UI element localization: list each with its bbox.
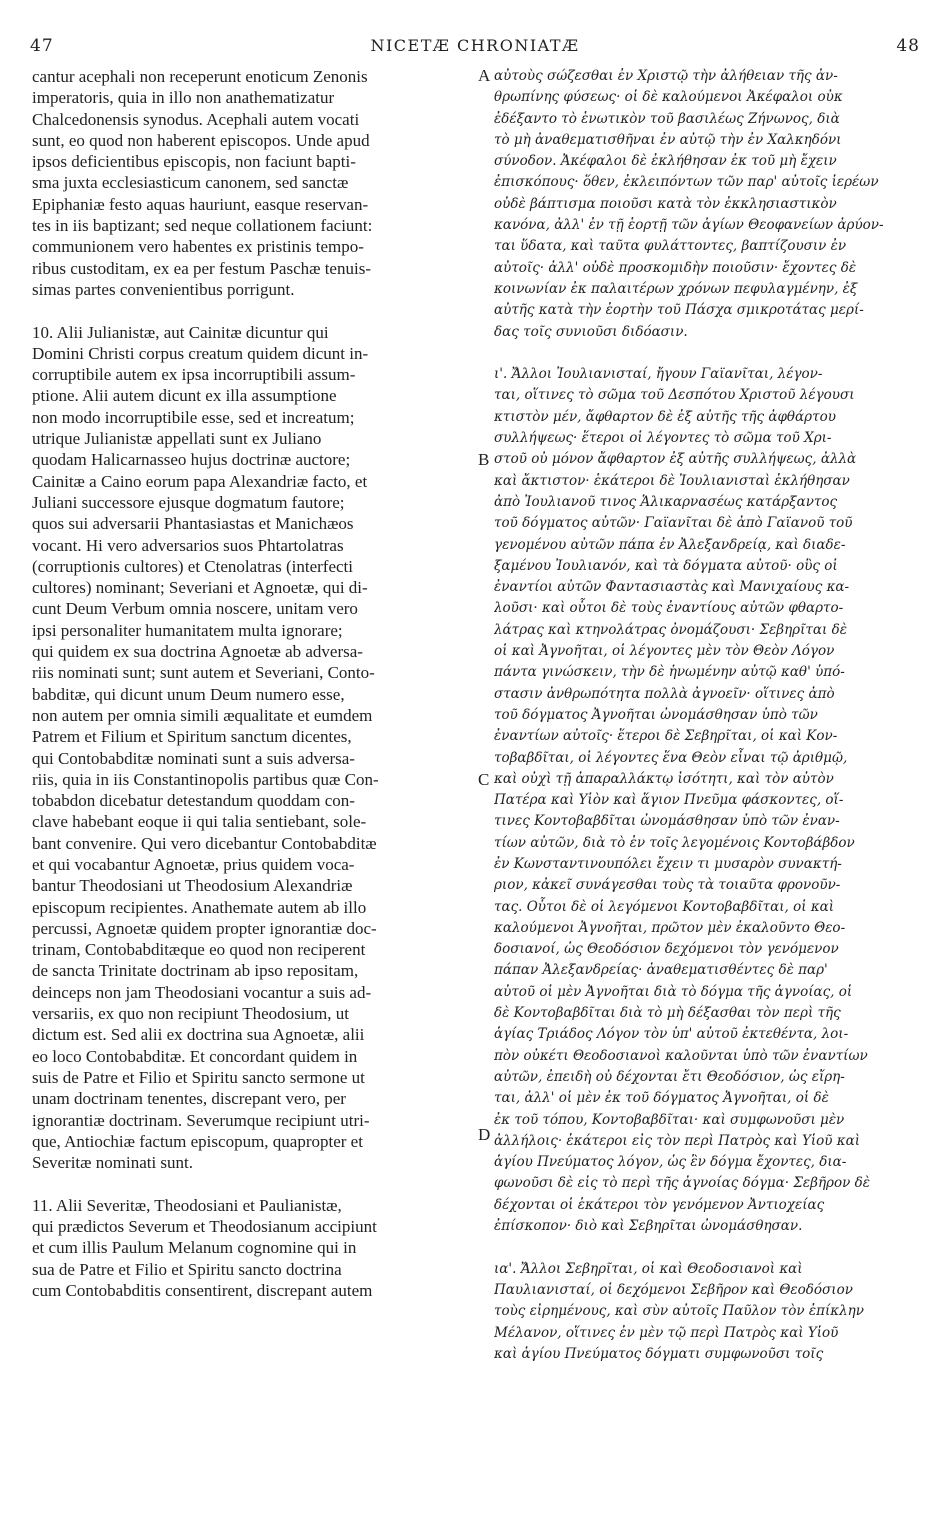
greek-text-line: ται, οἵτινες τὸ σῶμα τοῦ Δεσπότου Χριστοῦ λέγουσι [494, 387, 855, 404]
latin-paragraph [32, 66, 474, 300]
greek-text-line: δοσιανοί, ὡς Θεοδόσιον δεχόμενοι τὸν γενόμενον [494, 941, 839, 958]
greek-text-line: δὲ Κοντοβαβδῖται διὰ τὸ μὴ δέξασθαι τὸν περὶ τῆς [494, 1005, 841, 1022]
margin-marker-b: B [478, 450, 490, 469]
greek-text-line: καλούμενοι Ἀγνοῆται, πρῶτον μὲν ἐκαλοῦντο Θεο- [494, 919, 846, 936]
greek-text-line: σύνοδον. Ἀκέφαλοι δὲ ἐκλήθησαν ἐκ τοῦ μὴ ἔχειν [494, 153, 837, 170]
greek-text-line: πάπαν Ἀλεξανδρείας· ἀναθεματισθέντες δὲ παρ' [494, 962, 828, 979]
latin-text-line: bant convenire. Qui vero dicebantur Contobabditæ [32, 833, 377, 853]
latin-text-line: Domini Christi corpus creatum quidem dicunt in- [32, 343, 369, 363]
latin-text-line: Juliani successore ejusque dogmatum fautore; [32, 492, 345, 512]
margin-marker-a: A [478, 66, 491, 85]
greek-paragraph [494, 1259, 922, 1365]
latin-paragraph [32, 322, 474, 1174]
latin-text-line: qui quidem ex sua doctrina Agnoetæ ab adversa- [32, 642, 363, 662]
latin-text-line: Epiphaniæ festo aquas hauriunt, easque reservan- [32, 194, 369, 214]
latin-text-line: utrique Julianistæ appellati sunt ex Juliano [32, 429, 322, 449]
greek-text-line: δέχονται οἱ ἑκάτεροι τὸν γενόμενον Ἀντιοχείας [494, 1196, 825, 1213]
greek-text-line: ἐναντίοι αὐτῶν Φαντασιαστὰς καὶ Μανιχαίους κα- [494, 579, 850, 596]
latin-text-line: non modo incorruptibile esse, sed et increatum; [32, 407, 355, 427]
greek-text-line: αὐτοῦ οἱ μὲν Ἀγνοῆται διὰ τὸ δόγμα τῆς ἀγνοίας, οἱ [494, 983, 853, 1000]
latin-text-line: babditæ, qui dicunt unum Deum numero esse, [32, 684, 345, 704]
latin-text-line: corruptibile autem ex ipsa incorruptibili assum- [32, 365, 356, 385]
latin-text-line: riis nominati sunt; sunt autem et Severiani, Conto- [32, 663, 375, 683]
greek-text-line: κτιστὸν μέν, ἄφθαρτον δὲ ἐξ αὐτῆς τῆς ἀφθάρτου [494, 408, 836, 425]
latin-text-line: tes in iis baptizant; sed neque collationem faciunt: [32, 216, 373, 236]
greek-text-line: ἁγίου Πνεύματος λόγον, ὡς ἓν δόγμα ἔχοντες, δια- [494, 1154, 847, 1171]
latin-text-line: trinam, Contobabditæque eo quod non reciperent [32, 940, 366, 960]
greek-text-line: οἱ καὶ Ἀγνοῆται, οἱ λέγοντες μὲν τὸν Θεὸν Λόγον [494, 643, 835, 660]
latin-text-line: bantur Theodosiani ut Theodosium Alexandriæ [32, 876, 353, 896]
greek-paragraph [494, 66, 922, 343]
latin-text-line: versariis, ex quo non recipiunt Theodosium, ut [32, 1004, 349, 1024]
latin-text-line: cum Contobabditis consentirent, discrepant autem [32, 1280, 373, 1300]
latin-text-line: cultores) nominant; Severiani et Agnoetæ, qui di- [32, 578, 368, 598]
greek-text-line: τινες Κοντοβαβδῖται ὠνομάσθησαν ὑπὸ τῶν ἐναν- [494, 813, 840, 830]
paragraph-gap [494, 1237, 922, 1258]
latin-text-line: de sancta Trinitate doctrinam ab ipso repositam, [32, 961, 359, 981]
greek-text-line: καὶ οὐχὶ τῇ ἀπαραλλάκτῳ ἰσότητι, καὶ τὸν αὐτὸν [494, 770, 834, 787]
paragraph-gap [32, 1173, 474, 1194]
latin-text-line: Cainitæ a Caino eorum papa Alexandriæ facto, et [32, 471, 368, 491]
greek-text-line: ι'. Ἄλλοι Ἰουλιανισταί, ἤγουν Γαϊανῖται, λέγον- [494, 366, 823, 383]
margin-marker-d: D [478, 1125, 491, 1144]
latin-text-line: suis de Patre et Filio et Spiritu sancto sermone ut [32, 1067, 365, 1087]
latin-text-line: qui Contobabditæ nominati sunt a suis adversa- [32, 748, 355, 768]
paragraph-gap [494, 343, 922, 364]
running-title: NICETÆ CHRONIATÆ [370, 36, 580, 55]
greek-text-line: λάτρας καὶ κτηνολάτρας ὀνομάζουσι· Σεβηρῖται δὲ [494, 621, 847, 638]
latin-text-line: sunt, eo quod non haberent episcopos. Unde apud [32, 130, 370, 150]
latin-text-line: ptione. Alii autem dicunt ex illa assumptione [32, 386, 337, 406]
latin-text-line: riis, quia in iis Constantinopolis partibus quæ Con- [32, 769, 379, 789]
page-header [30, 36, 920, 60]
latin-text-line: ipsi personaliter humanitatem multa ignorare; [32, 620, 343, 640]
latin-text-line: tobabdon dicebatur detestandum quoddam con- [32, 791, 355, 811]
latin-text-line: eo loco Contobabditæ. Et concordant quidem in [32, 1046, 358, 1066]
latin-text-line: non autem per omnia simili æqualitate et eumdem [32, 705, 373, 725]
greek-text-line: ται ὕδατα, καὶ ταῦτα φυλάττοντες, βαπτίζουσιν ἐν [494, 238, 847, 255]
latin-text-line: ipsos deficientibus episcopis, non faciunt bapti- [32, 152, 356, 172]
greek-text-line: Πατέρα καὶ Υἱὸν καὶ ἅγιον Πνεῦμα φάσκοντες, οἵ- [494, 792, 844, 809]
greek-column [494, 66, 922, 1365]
greek-text-line: τοβαβδῖται, οἱ λέγοντες ἕνα Θεὸν εἶναι τῷ ἀριθμῷ, [494, 749, 848, 766]
greek-text-line: πὸν οὐκέτι Θεοδοσιανοὶ καλοῦνται ὑπὸ τῶν ἐναντίων [494, 1047, 868, 1064]
greek-text-line: τοῦ δόγματος Ἀγνοῆται ὠνομάσθησαν ὑπὸ τῶν [494, 706, 818, 723]
latin-text-line: vocant. Hi vero adversarios suos Phtartolatras [32, 535, 344, 555]
latin-text-line: dictum est. Sed alii ex doctrina sua Agnoetæ, alii [32, 1025, 365, 1045]
greek-text-line: αὐτοὺς σώζεσθαι ἐν Χριστῷ τὴν ἀλήθειαν τῆς ἀν- [494, 68, 838, 84]
greek-text-line: ἐναντίων αὐτοῖς· ἕτεροι δὲ Σεβηρῖται, οἱ καὶ Κον- [494, 728, 838, 745]
greek-text-line: οὐδὲ βάπτισμα ποιοῦσι κατὰ τὸν ἐκκλησιαστικὸν [494, 195, 837, 212]
greek-text-line: ριον, κἀκεῖ συνάγεσθαι τοὺς τὰ τοιαῦτα φρονοῦν- [494, 877, 841, 894]
latin-text-line: Chalcedonensis synodus. Acephali autem vocati [32, 109, 360, 129]
latin-text-line: percussi, Agnoetæ quidem propter ignorantiæ doc- [32, 918, 377, 938]
latin-text-line: ribus custoditam, ex ea per festum Paschæ tenuis- [32, 258, 371, 278]
margin-marker-c: C [478, 770, 490, 789]
greek-text-line: αὐτῆς κατὰ τὴν ἑορτὴν τοῦ Πάσχα σμικροτάτας μερί- [494, 302, 864, 319]
greek-text-line: τας. Οὗτοι δὲ οἱ λεγόμενοι Κοντοβαβδῖται, οἱ καὶ [494, 898, 835, 915]
latin-text-line: et cum illis Paulum Melanum cognomine qui in [32, 1238, 357, 1258]
greek-text-line: καὶ ἄκτιστον· ἑκάτεροι δὲ Ἰουλιανισταὶ ἐκλήθησαν [494, 472, 850, 489]
latin-text-line: quodam Halicarnasseo hujus doctrinæ auctore; [32, 450, 351, 470]
latin-text-line: episcopum recipientes. Anathemate autem ab illo [32, 897, 367, 917]
latin-text-line: clave habebant eoque ii qui talia sentiebant, sole- [32, 812, 367, 832]
latin-text-line: cunt Deum Verbum omnia noscere, unitam vero [32, 599, 358, 619]
latin-text-line: deinceps non jam Theodosiani vocantur a suis ad- [32, 982, 372, 1002]
latin-text-line: simas partes convenientibus porrigunt. [32, 279, 295, 299]
latin-text-line: unam doctrinam tenentes, discrepant vero, per [32, 1089, 346, 1109]
greek-text-line: καὶ ἁγίου Πνεύματος δόγματι συμφωνοῦσι τοῖς [494, 1345, 824, 1362]
greek-text-line: ἐκ τοῦ τόπου, Κοντοβαβδῖται· καὶ συμφωνοῦσι μὲν [494, 1111, 845, 1128]
greek-text-line: τὸ μὴ ἀναθεματισθῆναι ἐν αὐτῷ τὴν ἐν Χαλκηδόνι [494, 131, 842, 148]
greek-text-line: ται, ἀλλ' οἱ μὲν ἐκ τοῦ δόγματος Ἀγνοῆται, οἱ δὲ [494, 1090, 829, 1107]
greek-text-line: στασιν ἀνθρωπότητα πολλὰ ἀγνοεῖν· οἵτινες ἀπὸ [494, 685, 835, 702]
greek-text-line: ἁγίας Τριάδος Λόγον τὸν ὑπ' αὐτοῦ ἐκτεθέντα, λοι- [494, 1026, 849, 1043]
greek-text-line: τοῦ δόγματος αὐτῶν· Γαϊανῖται δὲ ἀπὸ Γαϊανοῦ τοῦ [494, 515, 853, 532]
latin-text-line: quos sui adversarii Phantasiastas et Manichæos [32, 514, 354, 534]
greek-paragraph [494, 364, 922, 1237]
greek-text-line: ἀλλήλοις· ἑκάτεροι εἰς τὸν περὶ Πατρὸς καὶ Υἱοῦ καὶ [494, 1132, 861, 1149]
greek-text-line: φωνοῦσι δὲ εἰς τὸ περὶ τῆς ἀγνοίας δόγμα· Σεβῆρον δὲ [494, 1175, 870, 1192]
greek-text-line: ἐπισκόπους· ὅθεν, ἐκλειπόντων τῶν παρ' αὐτοῖς ἱερέων [494, 174, 879, 191]
greek-text-line: ξαμένου Ἰουλιανόν, καὶ τὰ δόγματα αὐτοῦ· οὓς οἱ [494, 557, 838, 574]
paragraph-gap [32, 300, 474, 321]
greek-text-line: λοῦσι· καὶ οὗτοι δὲ τοὺς ἐναντίους αὐτῶν φθαρτο- [494, 600, 844, 617]
latin-text-line: Severitæ nominati sunt. [32, 1153, 194, 1173]
greek-text-line: αὐτῶν, ἐπειδὴ οὐ δέχονται ἔτι Θεοδόσιον, ὡς εἴρη- [494, 1068, 845, 1085]
latin-text-line: ignorantiæ doctrinam. Severumque recipiunt utri- [32, 1110, 370, 1130]
greek-text-line: Παυλιανισταί, οἱ δεχόμενοι Σεβῆρον καὶ Θεοδόσιον [494, 1281, 853, 1298]
latin-text-line: et qui vocabantur Agnoetæ, prius quidem voca- [32, 854, 355, 874]
latin-text-line: sua de Patre et Filio et Spiritu sancto doctrina [32, 1259, 342, 1279]
page-number-right: 48 [896, 36, 920, 56]
greek-text-line: τίων αὐτῶν, διὰ τὸ ἐν τοῖς λεγομένοις Κοντοβάβδον [494, 834, 855, 851]
latin-text-line: cantur acephali non receperunt enoticum Zenonis [32, 67, 368, 86]
latin-text-line: qui prædictos Severum et Theodosianum accipiunt [32, 1217, 377, 1237]
greek-text-line: στοῦ οὐ μόνον ἄφθαρτον ἐξ αὐτῆς συλλήψεως, ἀλλὰ [494, 451, 857, 468]
page-number-left: 47 [30, 36, 54, 56]
greek-text-line: γενομένου αὐτῶν πάπα ἐν Ἀλεξανδρείᾳ, καὶ διαδε- [494, 536, 846, 553]
latin-paragraph [32, 1195, 474, 1301]
latin-text-line: communionem vero habentes ex pristinis tempo- [32, 237, 364, 257]
greek-text-line: δας τοῖς συνιοῦσι διδόασιν. [494, 323, 688, 340]
greek-text-line: αὐτοῖς· ἀλλ' οὐδὲ προσκομιδὴν ποιοῦσιν· ἔχοντες δὲ [494, 259, 857, 276]
latin-text-line: imperatoris, quia in illo non anathematizatur [32, 88, 335, 108]
greek-text-line: ἐπίσκοπον· διὸ καὶ Σεβηρῖται ὠνομάσθησαν. [494, 1218, 803, 1235]
latin-text-line: que, Antiochiæ factum episcopum, quapropter et [32, 1131, 363, 1151]
greek-text-line: Μέλανον, οἵτινες ἐν μὲν τῷ περὶ Πατρὸς καὶ Υἱοῦ [494, 1324, 839, 1341]
latin-text-line: 10. Alii Julianistæ, aut Cainitæ dicuntur qui [32, 322, 329, 342]
latin-text-line: sma juxta ecclesiasticum canonem, sed sanctæ [32, 173, 349, 193]
latin-text-line: Patrem et Filium et Spiritum sanctum dicentes, [32, 727, 352, 747]
greek-text-line: ἐδέξαντο τὸ ἑνωτικὸν τοῦ βασιλέως Ζήνωνος, διὰ [494, 110, 840, 127]
greek-text-line: ἐν Κωνσταντινουπόλει ἔχειν τι μυσαρὸν συνακτή- [494, 855, 842, 872]
latin-text-line: 11. Alii Severitæ, Theodosiani et Paulianistæ, [32, 1195, 342, 1215]
greek-text-line: κανόνα, ἀλλ' ἐν τῇ ἑορτῇ τῶν ἁγίων Θεοφανείων ἀρύον- [494, 217, 884, 234]
greek-text-line: θρωπίνης φύσεως· οἱ δὲ καλούμενοι Ἀκέφαλοι οὐκ [494, 89, 843, 106]
greek-text-line: πάντα γινώσκειν, τὴν δὲ ἡνωμένην αὐτῷ καθ' ὑπό- [494, 664, 845, 681]
greek-text-line: τοὺς εἰρημένους, καὶ σὺν αὐτοῖς Παῦλον τὸν ἐπίκλην [494, 1303, 864, 1320]
greek-text-line: ια'. Ἄλλοι Σεβηρῖται, οἱ καὶ Θεοδοσιανοὶ καὶ [494, 1260, 803, 1277]
greek-text-line: κοινωνίαν ἐκ παλαιτέρων χρόνων πεφυλαγμένην, ἐξ [494, 280, 858, 297]
latin-text-line: (corruptionis cultores) et Ctenolatras (interfecti [32, 556, 353, 576]
greek-text-line: συλλήψεως· ἕτεροι οἱ λέγοντες τὸ σῶμα τοῦ Χρι- [494, 430, 832, 447]
greek-text-line: ἀπὸ Ἰουλιανοῦ τινος Ἁλικαρνασέως κατάρξαντος [494, 493, 838, 510]
latin-column [32, 66, 474, 1301]
